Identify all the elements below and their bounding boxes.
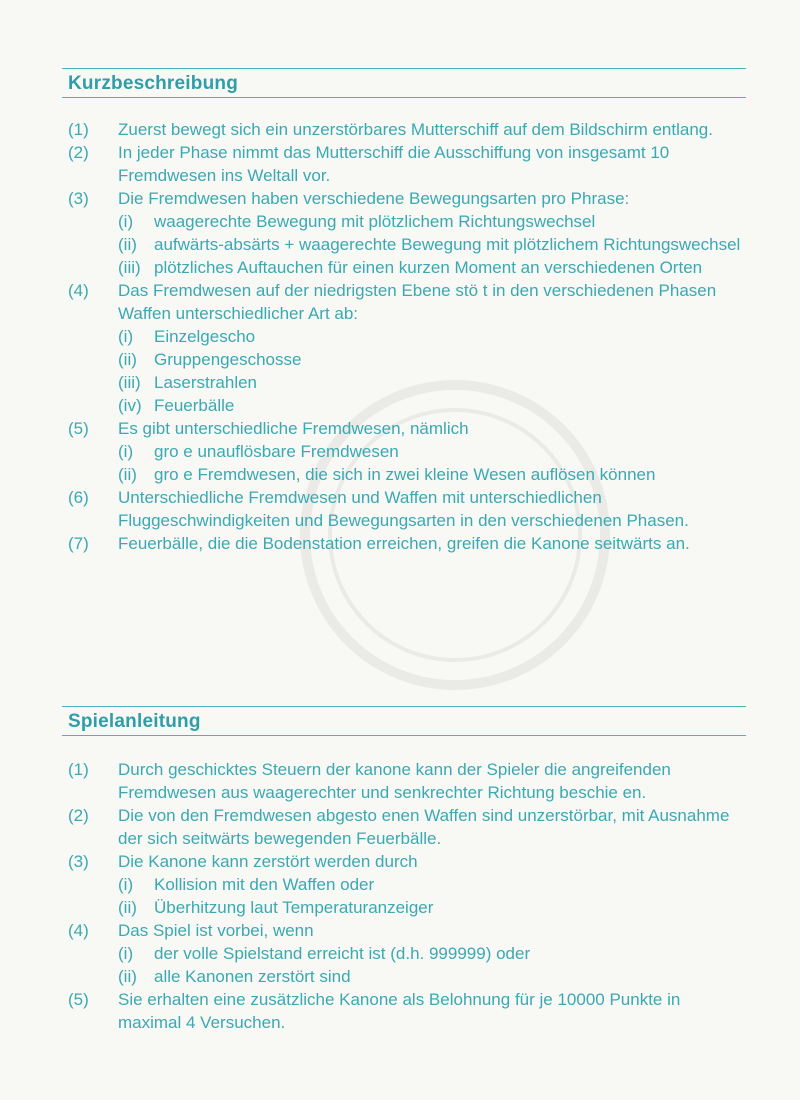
section-title: Kurzbeschreibung (68, 73, 238, 94)
sub-item-text: Einzelgescho (154, 327, 256, 346)
sub-item (118, 256, 748, 279)
item-text: Zuerst bewegt sich ein unzerstörbares Mutterschiff auf dem Bildschirm entlang. (118, 120, 713, 139)
item-number: (7) (68, 534, 89, 553)
sub-item-text: alle Kanonen zerstört sind (154, 967, 351, 986)
item-number: (2) (68, 143, 89, 162)
sub-item-number: (ii) (118, 967, 137, 986)
section-bottom-rule (62, 735, 746, 736)
item-body (118, 919, 748, 988)
section-spielanleitung (62, 706, 746, 736)
item-number: (3) (68, 852, 89, 871)
item-body (118, 532, 748, 555)
item-body (118, 141, 748, 187)
sub-item-number: (iv) (118, 396, 142, 415)
item-number: (4) (68, 281, 89, 300)
list-item (68, 919, 748, 988)
sub-item-text: Kollision mit den Waffen oder (154, 875, 375, 894)
sub-item-text: gro e unauflösbare Fremdwesen (154, 442, 399, 461)
list-item (68, 804, 748, 850)
item-body (118, 417, 748, 486)
list-item (68, 758, 748, 804)
item-number: (5) (68, 419, 89, 438)
sub-item-number: (ii) (118, 350, 137, 369)
list-item (68, 988, 748, 1034)
item-text: Das Spiel ist vorbei, wenn (118, 921, 314, 940)
sub-item-text: plötzliches Auftauchen für einen kurzen Moment an verschiedenen Orten (154, 258, 703, 277)
item-number: (4) (68, 921, 89, 940)
item-text: Sie erhalten eine zusätzliche Kanone als Belohnung für je 10000 Punkte in maximal 4 Versuchen. (118, 990, 681, 1032)
list-item (68, 118, 748, 141)
sub-item-number: (i) (118, 442, 134, 461)
sub-item-text: gro e Fremdwesen, die sich in zwei kleine Wesen auflösen können (154, 465, 656, 484)
list-item (68, 532, 748, 555)
item-text: Durch geschicktes Steuern der kanone kann der Spieler die angreifenden Fremdwesen aus waagerechter und senkrechter Richtung beschie en. (118, 760, 671, 802)
sub-item-number: (iii) (118, 258, 141, 277)
sub-item-text: Überhitzung laut Temperaturanzeiger (154, 898, 434, 917)
section-title: Spielanleitung (68, 711, 201, 732)
sub-item-number: (ii) (118, 235, 137, 254)
sub-item-number: (i) (118, 944, 134, 963)
item-text: Das Fremdwesen auf der niedrigsten Ebene stö t in den verschiedenen Phasen Waffen unterschiedlicher Art ab: (118, 281, 717, 323)
item-body (118, 804, 748, 850)
sub-item-number: (ii) (118, 898, 137, 917)
spielanleitung-list (68, 758, 748, 1034)
sub-item (118, 463, 748, 486)
item-body (118, 486, 748, 532)
section-bottom-rule (62, 97, 746, 98)
sub-item-number: (i) (118, 875, 134, 894)
item-body (118, 988, 748, 1034)
sub-item-number: (i) (118, 327, 134, 346)
section-kurzbeschreibung (62, 68, 746, 98)
item-body (118, 118, 748, 141)
sub-item-number: (iii) (118, 373, 141, 392)
sub-item-text: Laserstrahlen (154, 373, 258, 392)
list-item (68, 279, 748, 417)
sub-item-number: (i) (118, 212, 134, 231)
sub-item (118, 233, 748, 256)
list-item (68, 850, 748, 919)
item-body (118, 279, 748, 417)
item-number: (5) (68, 990, 89, 1009)
item-body (118, 850, 748, 919)
item-text: Feuerbälle, die die Bodenstation erreichen, greifen die Kanone seitwärts an. (118, 534, 690, 553)
sub-item (118, 965, 748, 988)
sub-item (118, 873, 748, 896)
list-item (68, 417, 748, 486)
sub-item (118, 325, 748, 348)
item-text: Die Kanone kann zerstört werden durch (118, 852, 418, 871)
sub-item (118, 210, 748, 233)
item-number: (1) (68, 760, 89, 779)
sub-item (118, 896, 748, 919)
sub-item-text: Feuerbälle (154, 396, 235, 415)
sub-item-text: waagerechte Bewegung mit plötzlichem Richtungswechsel (154, 212, 596, 231)
item-body (118, 758, 748, 804)
list-item (68, 486, 748, 532)
item-text: Unterschiedliche Fremdwesen und Waffen mit unterschiedlichen Fluggeschwindigkeiten und Bewegungsarten in den verschiedenen Phasen. (118, 488, 689, 530)
sub-item-text: aufwärts-absärts + waagerechte Bewegung mit plötzlichem Richtungswechsel (154, 235, 741, 254)
sub-item (118, 371, 748, 394)
kurzbeschreibung-list (68, 118, 748, 555)
list-item (68, 141, 748, 187)
item-text: In jeder Phase nimmt das Mutterschiff die Ausschiffung von insgesamt 10 Fremdwesen ins Weltall vor. (118, 143, 670, 185)
sub-item (118, 348, 748, 371)
item-number: (6) (68, 488, 89, 507)
sub-item-text: Gruppengeschosse (154, 350, 302, 369)
item-number: (3) (68, 189, 89, 208)
item-text: Es gibt unterschiedliche Fremdwesen, nämlich (118, 419, 469, 438)
list-item (68, 187, 748, 279)
sub-item-text: der volle Spielstand erreicht ist (d.h. 999999) oder (154, 944, 531, 963)
sub-item-number: (ii) (118, 465, 137, 484)
sub-item (118, 394, 748, 417)
sub-item (118, 942, 748, 965)
item-text: Die von den Fremdwesen abgesto enen Waffen sind unzerstörbar, mit Ausnahme der sich seitwärts bewegenden Feuerbälle. (118, 806, 730, 848)
item-body (118, 187, 748, 279)
item-number: (1) (68, 120, 89, 139)
item-text: Die Fremdwesen haben verschiedene Bewegungsarten pro Phrase: (118, 189, 630, 208)
item-number: (2) (68, 806, 89, 825)
sub-item (118, 440, 748, 463)
